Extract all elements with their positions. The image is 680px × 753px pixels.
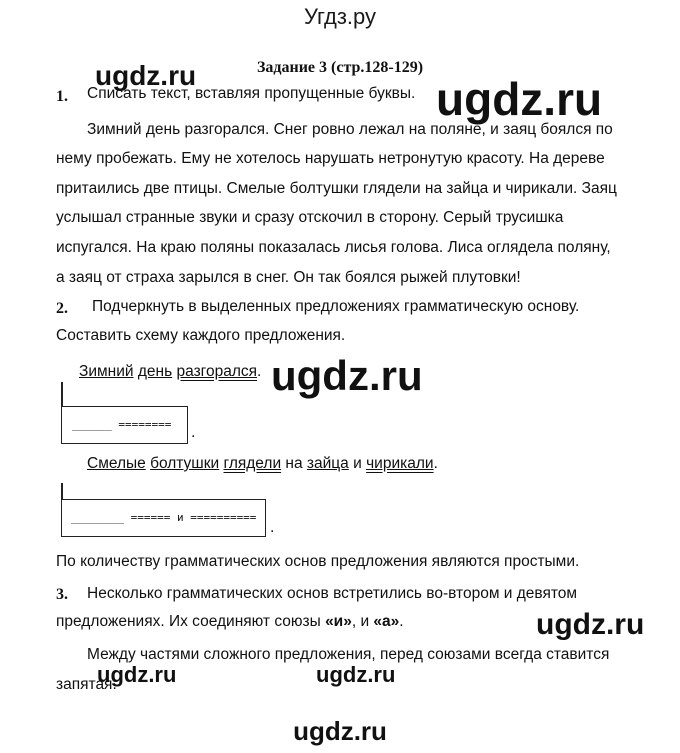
watermark: ugdz.ru xyxy=(536,608,645,641)
watermark: ugdz.ru xyxy=(316,662,396,687)
section-2-instruction: Подчеркнуть в выделенных предложениях грамматическую основу. xyxy=(92,298,580,315)
scheme-1-text: ______ ======== xyxy=(72,418,172,431)
text-line: нему пробежать. Ему не хотелось нарушать нетронутую красоту. На дереве xyxy=(56,150,605,167)
watermark: ugdz.ru xyxy=(95,60,197,91)
section-1-number: 1. xyxy=(56,88,68,105)
section-3-number: 3. xyxy=(56,586,68,603)
section-2-number: 2. xyxy=(56,300,68,317)
subject-word: болтушки xyxy=(150,455,220,472)
text-line: услышал странные звуки и сразу отскочил в сторону. Серый трусишка xyxy=(56,209,564,226)
text-line: испугался. На краю поляны показалась лисья голова. Лиса оглядела поляну, xyxy=(56,239,611,256)
text-line: притаились две птицы. Смелые болтушки глядели на зайца и чирикали. Заяц xyxy=(56,180,617,197)
scheme-1-dot: . xyxy=(191,424,196,441)
sentence-end: . xyxy=(433,455,438,472)
sentence-word: на xyxy=(285,455,303,472)
predicate-word: глядели xyxy=(223,455,282,472)
section-1-instruction: Списать текст, вставляя пропущенные буквы. xyxy=(87,85,416,102)
site-title: Угдз.ру xyxy=(303,4,377,29)
sentence-word: Смелые xyxy=(87,455,146,472)
text-line: Зимний день разгорался. Снег ровно лежал на поляне, и заяц боялся по xyxy=(87,121,613,138)
predicate-word: разгорался xyxy=(176,363,258,380)
text-span: предложениях. Их соединяют союзы xyxy=(56,613,326,630)
section-3-line-4: запятая. xyxy=(56,676,117,693)
text-span: , и xyxy=(351,613,374,630)
section-3-line-2 xyxy=(56,607,404,637)
sentence-word: зайца xyxy=(306,455,349,472)
sentence-1 xyxy=(79,357,261,387)
sentence-end: . xyxy=(257,363,262,380)
watermark: ugdz.ru xyxy=(293,716,387,746)
scheme-1-notch xyxy=(61,382,63,406)
watermark: ugdz.ru xyxy=(436,73,603,125)
union-1: «и» xyxy=(325,613,352,630)
sentence-2 xyxy=(87,449,438,479)
task-title: Задание 3 (стр.128-129) xyxy=(256,59,424,76)
sentence-word: Зимний xyxy=(79,363,134,380)
scheme-2-text: ________ ====== и ========== xyxy=(71,511,257,524)
predicate-word: чирикали xyxy=(366,455,434,472)
section-2-instruction-2: Составить схему каждого предложения. xyxy=(56,327,346,344)
watermark: ugdz.ru xyxy=(97,662,177,687)
subject-word: день xyxy=(137,363,173,380)
sentence-word: и xyxy=(353,455,362,472)
text-line: а заяц от страха зарылся в снег. Он так боялся рыжей плутовки! xyxy=(56,269,521,286)
union-2: «а» xyxy=(373,613,400,630)
section-3-line-3: Между частями сложного предложения, перед союзами всегда ставится xyxy=(87,646,610,663)
watermark: ugdz.ru xyxy=(271,352,423,399)
scheme-2-dot: . xyxy=(270,519,275,536)
scheme-2-notch xyxy=(61,483,63,499)
section-3-line-1: Несколько грамматических основ встретились во-втором и девятом xyxy=(87,585,578,602)
text-span: . xyxy=(399,613,404,630)
section-2-conclusion: По количеству грамматических основ предложения являются простыми. xyxy=(56,553,580,570)
